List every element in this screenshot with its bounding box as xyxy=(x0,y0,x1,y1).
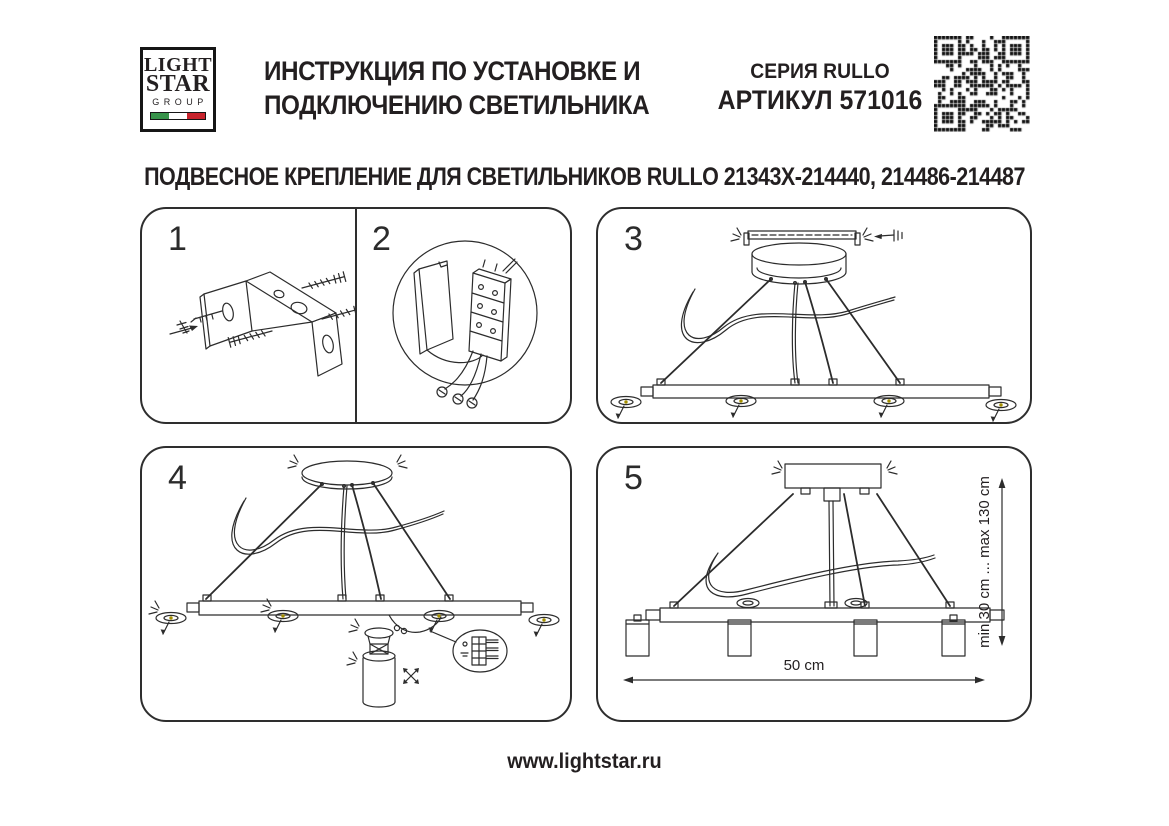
panel-step-3 xyxy=(596,207,1032,424)
panel-step-5 xyxy=(596,446,1032,722)
height-dimension-label: min 30 cm ... max 130 cm xyxy=(976,476,993,648)
lightstar-logo xyxy=(140,47,216,132)
panel-step-4 xyxy=(140,446,572,722)
screw-icon xyxy=(170,321,198,334)
step-2-diagram xyxy=(355,209,570,422)
qr-code xyxy=(934,36,1030,132)
title-line-2: ПОДКЛЮЧЕНИЮ СВЕТИЛЬНИКА xyxy=(264,90,650,120)
fixture-bar xyxy=(187,595,533,615)
step-number-2: 2 xyxy=(372,220,391,258)
series-block xyxy=(710,60,931,116)
supply-wire xyxy=(681,289,895,343)
step-5-diagram xyxy=(598,448,1030,720)
step-number-4: 4 xyxy=(168,459,187,497)
suspension-cables xyxy=(206,483,450,599)
flag-white-stripe xyxy=(169,113,187,119)
title-line-1: ИНСТРУКЦИЯ ПО УСТАНОВКЕ И xyxy=(264,56,641,86)
logo-text-light: LIGHT xyxy=(143,54,213,76)
connection-detail-circle xyxy=(393,241,537,408)
terminal-detail-circle xyxy=(453,630,507,672)
footer-url: www.lightstar.ru xyxy=(507,750,662,773)
lamp-shades xyxy=(626,615,965,656)
canopy-drum xyxy=(288,455,407,489)
step-1-diagram xyxy=(142,209,355,422)
supply-wire xyxy=(706,553,935,597)
supply-wire xyxy=(232,498,444,554)
article-label: АРТИКУЛ 571016 xyxy=(717,85,923,115)
suspension-cables xyxy=(661,279,900,383)
page-title xyxy=(264,54,649,122)
flag-red-stripe xyxy=(187,113,205,119)
step-3-diagram xyxy=(598,209,1030,422)
lamp-holders xyxy=(611,396,1016,423)
screw-icon xyxy=(874,230,902,241)
step-number-5: 5 xyxy=(624,459,643,497)
terminal-block xyxy=(469,259,517,361)
height-dimension xyxy=(976,476,1005,648)
flag-green-stripe xyxy=(151,113,169,119)
width-dimension-label: 50 cm xyxy=(783,657,825,674)
subtitle: ПОДВЕСНОЕ КРЕПЛЕНИЕ ДЛЯ СВЕТИЛЬНИКОВ RULLO 21343X-214440, 214486-214487 xyxy=(144,163,1025,191)
step-number-1: 1 xyxy=(168,220,187,258)
turn-arrows-icon xyxy=(403,668,419,684)
series-label: СЕРИЯ RULLO xyxy=(750,60,890,83)
logo-text-group: GROUP xyxy=(152,97,208,107)
step-number-3: 3 xyxy=(624,220,643,258)
fixture-bar xyxy=(641,379,1001,398)
italian-flag-icon xyxy=(150,112,206,120)
canopy-drum xyxy=(752,243,846,284)
step-4-diagram xyxy=(142,448,570,720)
ceiling-mount-bar xyxy=(731,228,902,245)
width-dimension xyxy=(623,657,985,683)
shade-assembly xyxy=(347,619,395,707)
mounting-bracket xyxy=(200,272,342,376)
logo-text-star: STAR xyxy=(145,71,211,97)
panel-step-1-2 xyxy=(140,207,572,424)
lamp-wire xyxy=(389,615,456,642)
